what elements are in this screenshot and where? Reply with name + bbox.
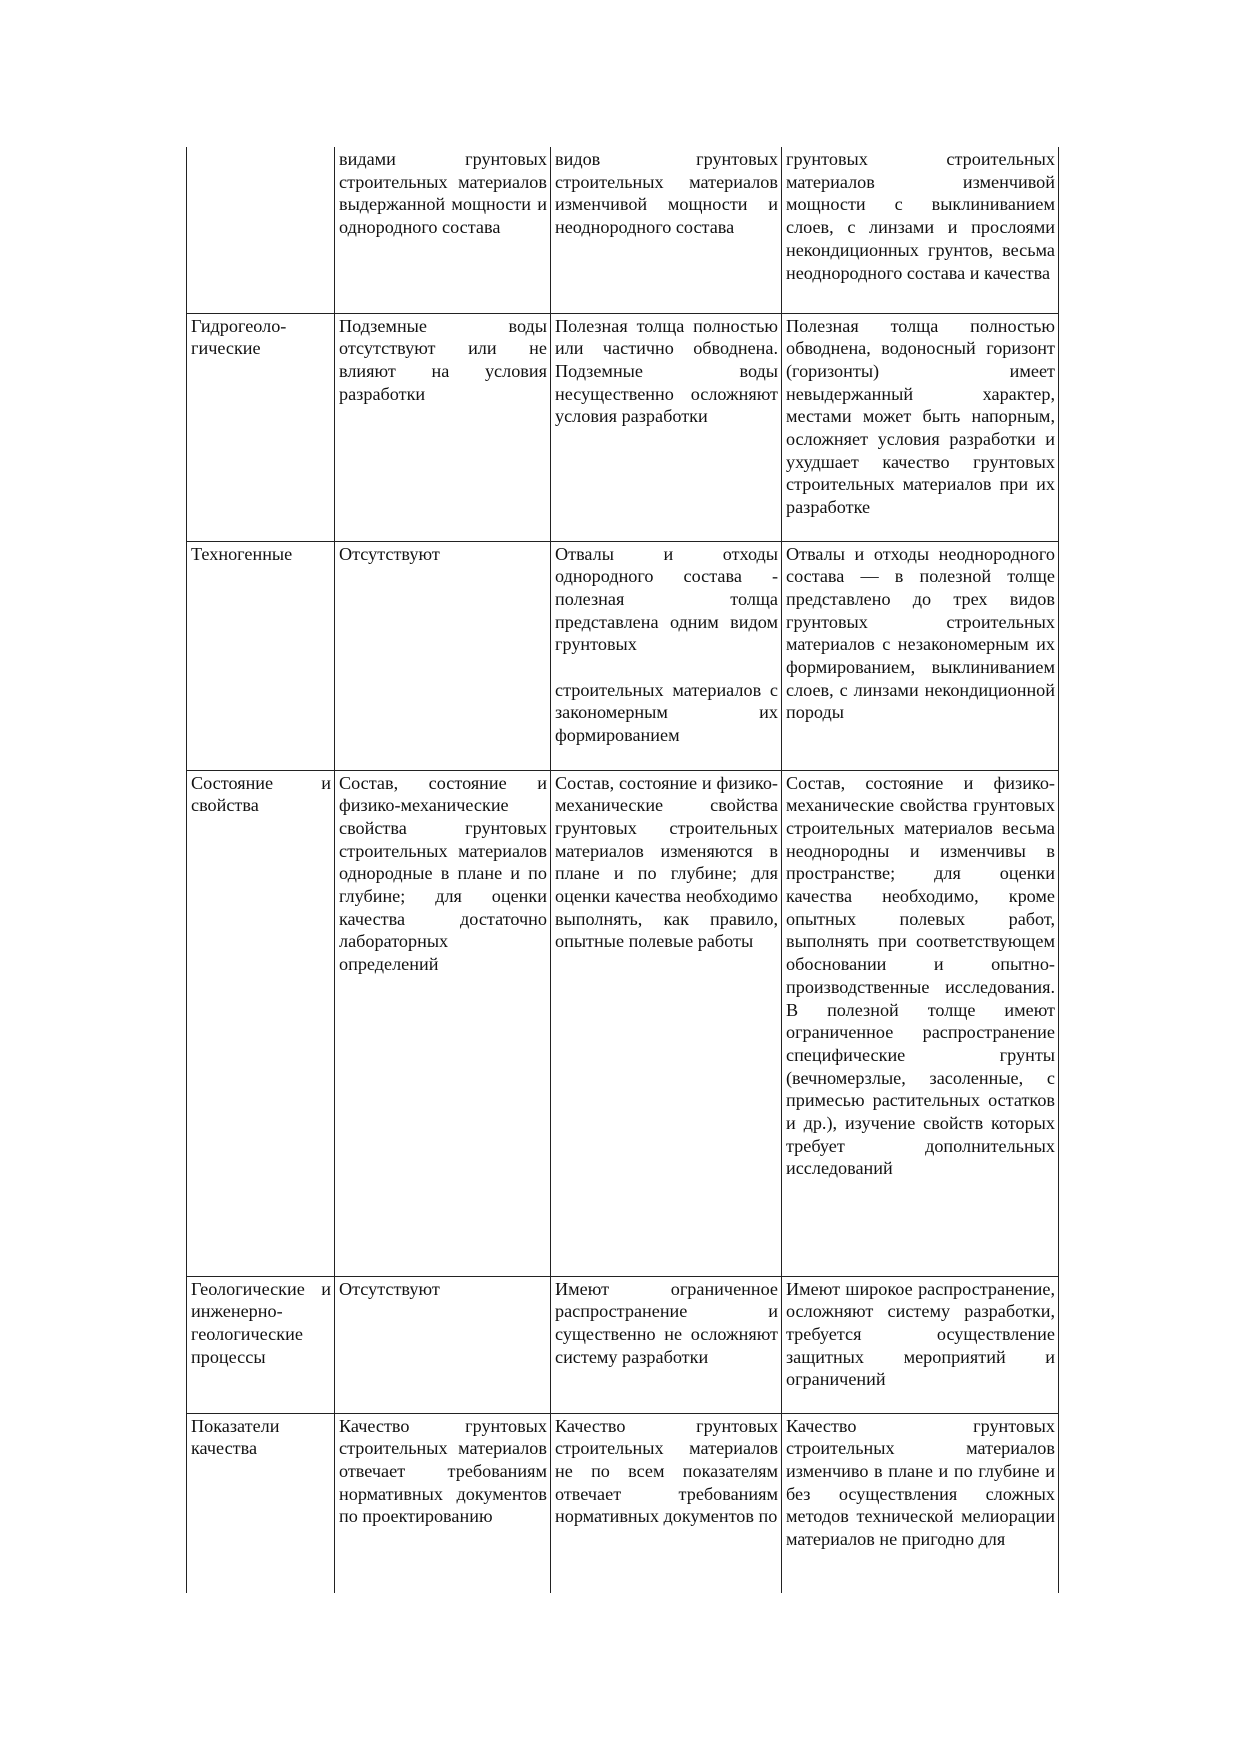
category-2-cell: видов грунтовых строительных материалов изменчивой мощности и неоднородного состава	[551, 147, 782, 313]
table-row-continued	[187, 147, 1059, 313]
category-2-cell	[551, 541, 782, 770]
category-2-text-part-2: строительных материалов с закономерным их формированием	[555, 679, 778, 746]
category-1-cell: Подземные воды отсутствуют или не влияют на условия разработки	[335, 313, 551, 541]
category-2-cell: Состав, состояние и физико-механические свойства грунтовых строительных материалов изменяются в плане и по глубине; для оценки качества необходимо выполнять, как правило, опытные полевые работы	[551, 770, 782, 1276]
category-2-text-part-1: Отвалы и отходы однородного состава - полезная толща представлена одним видом грунтовых	[555, 543, 778, 655]
category-3-cell: Имеют широкое распространение, осложняют систему разработки, требуется осуществление защитных мероприятий и ограничений	[782, 1276, 1059, 1413]
category-3-cell: Отвалы и отходы неоднородного состава — в полезной толще представлено до трех видов грунтовых строительных материалов с незакономерным их формированием, выклиниванием слоев, с линзами некондиционной породы	[782, 541, 1059, 770]
table-row-quality	[187, 1413, 1059, 1593]
category-2-cell: Полезная толща полностью или частично обводнена. Подземные воды несущественно осложняют условия разработки	[551, 313, 782, 541]
category-1-cell: Отсутствуют	[335, 541, 551, 770]
factor-cell: Гидрогеоло-гические	[187, 313, 335, 541]
table-row-technogenic	[187, 541, 1059, 770]
category-3-cell: грунтовых строительных материалов изменчивой мощности с выклиниванием слоев, с линзами и прослоями некондиционных грунтов, весьма неоднородного состава и качества	[782, 147, 1059, 313]
factor-cell: Показатели качества	[187, 1413, 335, 1593]
table-row-state-properties	[187, 770, 1059, 1276]
factor-cell	[187, 147, 335, 313]
category-3-cell: Состав, состояние и физико-механические свойства грунтовых строительных материалов весьма неоднородны и изменчивы в пространстве; для оценки качества необходимо, кроме опытных полевых работ, выполнять при соответствующем обосновании и опытно-производственные исследования. В полезной толще имеют ограниченное распространение специфические грунты (вечномерзлые, засоленные, с примесью растительных остатков и др.), изучение свойств которых требует дополнительных исследований	[782, 770, 1059, 1276]
table-row-geological-processes	[187, 1276, 1059, 1413]
category-2-cell: Качество грунтовых строительных материалов не по всем показателям отвечает требованиям нормативных документов по	[551, 1413, 782, 1593]
factor-cell: Состояние и свойства	[187, 770, 335, 1276]
category-1-cell: Отсутствуют	[335, 1276, 551, 1413]
category-1-cell: Качество грунтовых строительных материалов отвечает требованиям нормативных документов по проектированию	[335, 1413, 551, 1593]
category-2-cell: Имеют ограниченное распространение и существенно не осложняют систему разработки	[551, 1276, 782, 1413]
factor-cell: Геологические и инженерно-геологические процессы	[187, 1276, 335, 1413]
category-3-cell: Полезная толща полностью обводнена, водоносный горизонт (горизонты) имеет невыдержанный характер, местами может быть напорным, осложняет условия разработки и ухудшает качество грунтовых строительных материалов при их разработке	[782, 313, 1059, 541]
category-3-cell: Качество грунтовых строительных материалов изменчиво в плане и по глубине и без осуществления сложных методов технической мелиорации материалов не пригодно для	[782, 1413, 1059, 1593]
table-row-hydrogeological	[187, 313, 1059, 541]
paragraph-gap	[555, 656, 778, 679]
category-1-cell: видами грунтовых строительных материалов выдержанной мощности и однородного состава	[335, 147, 551, 313]
classification-table	[186, 147, 1059, 1593]
category-1-cell: Состав, состояние и физико-механические свойства грунтовых строительных материалов однородные в плане и по глубине; для оценки качества достаточно лабораторных определений	[335, 770, 551, 1276]
factor-cell: Техногенные	[187, 541, 335, 770]
